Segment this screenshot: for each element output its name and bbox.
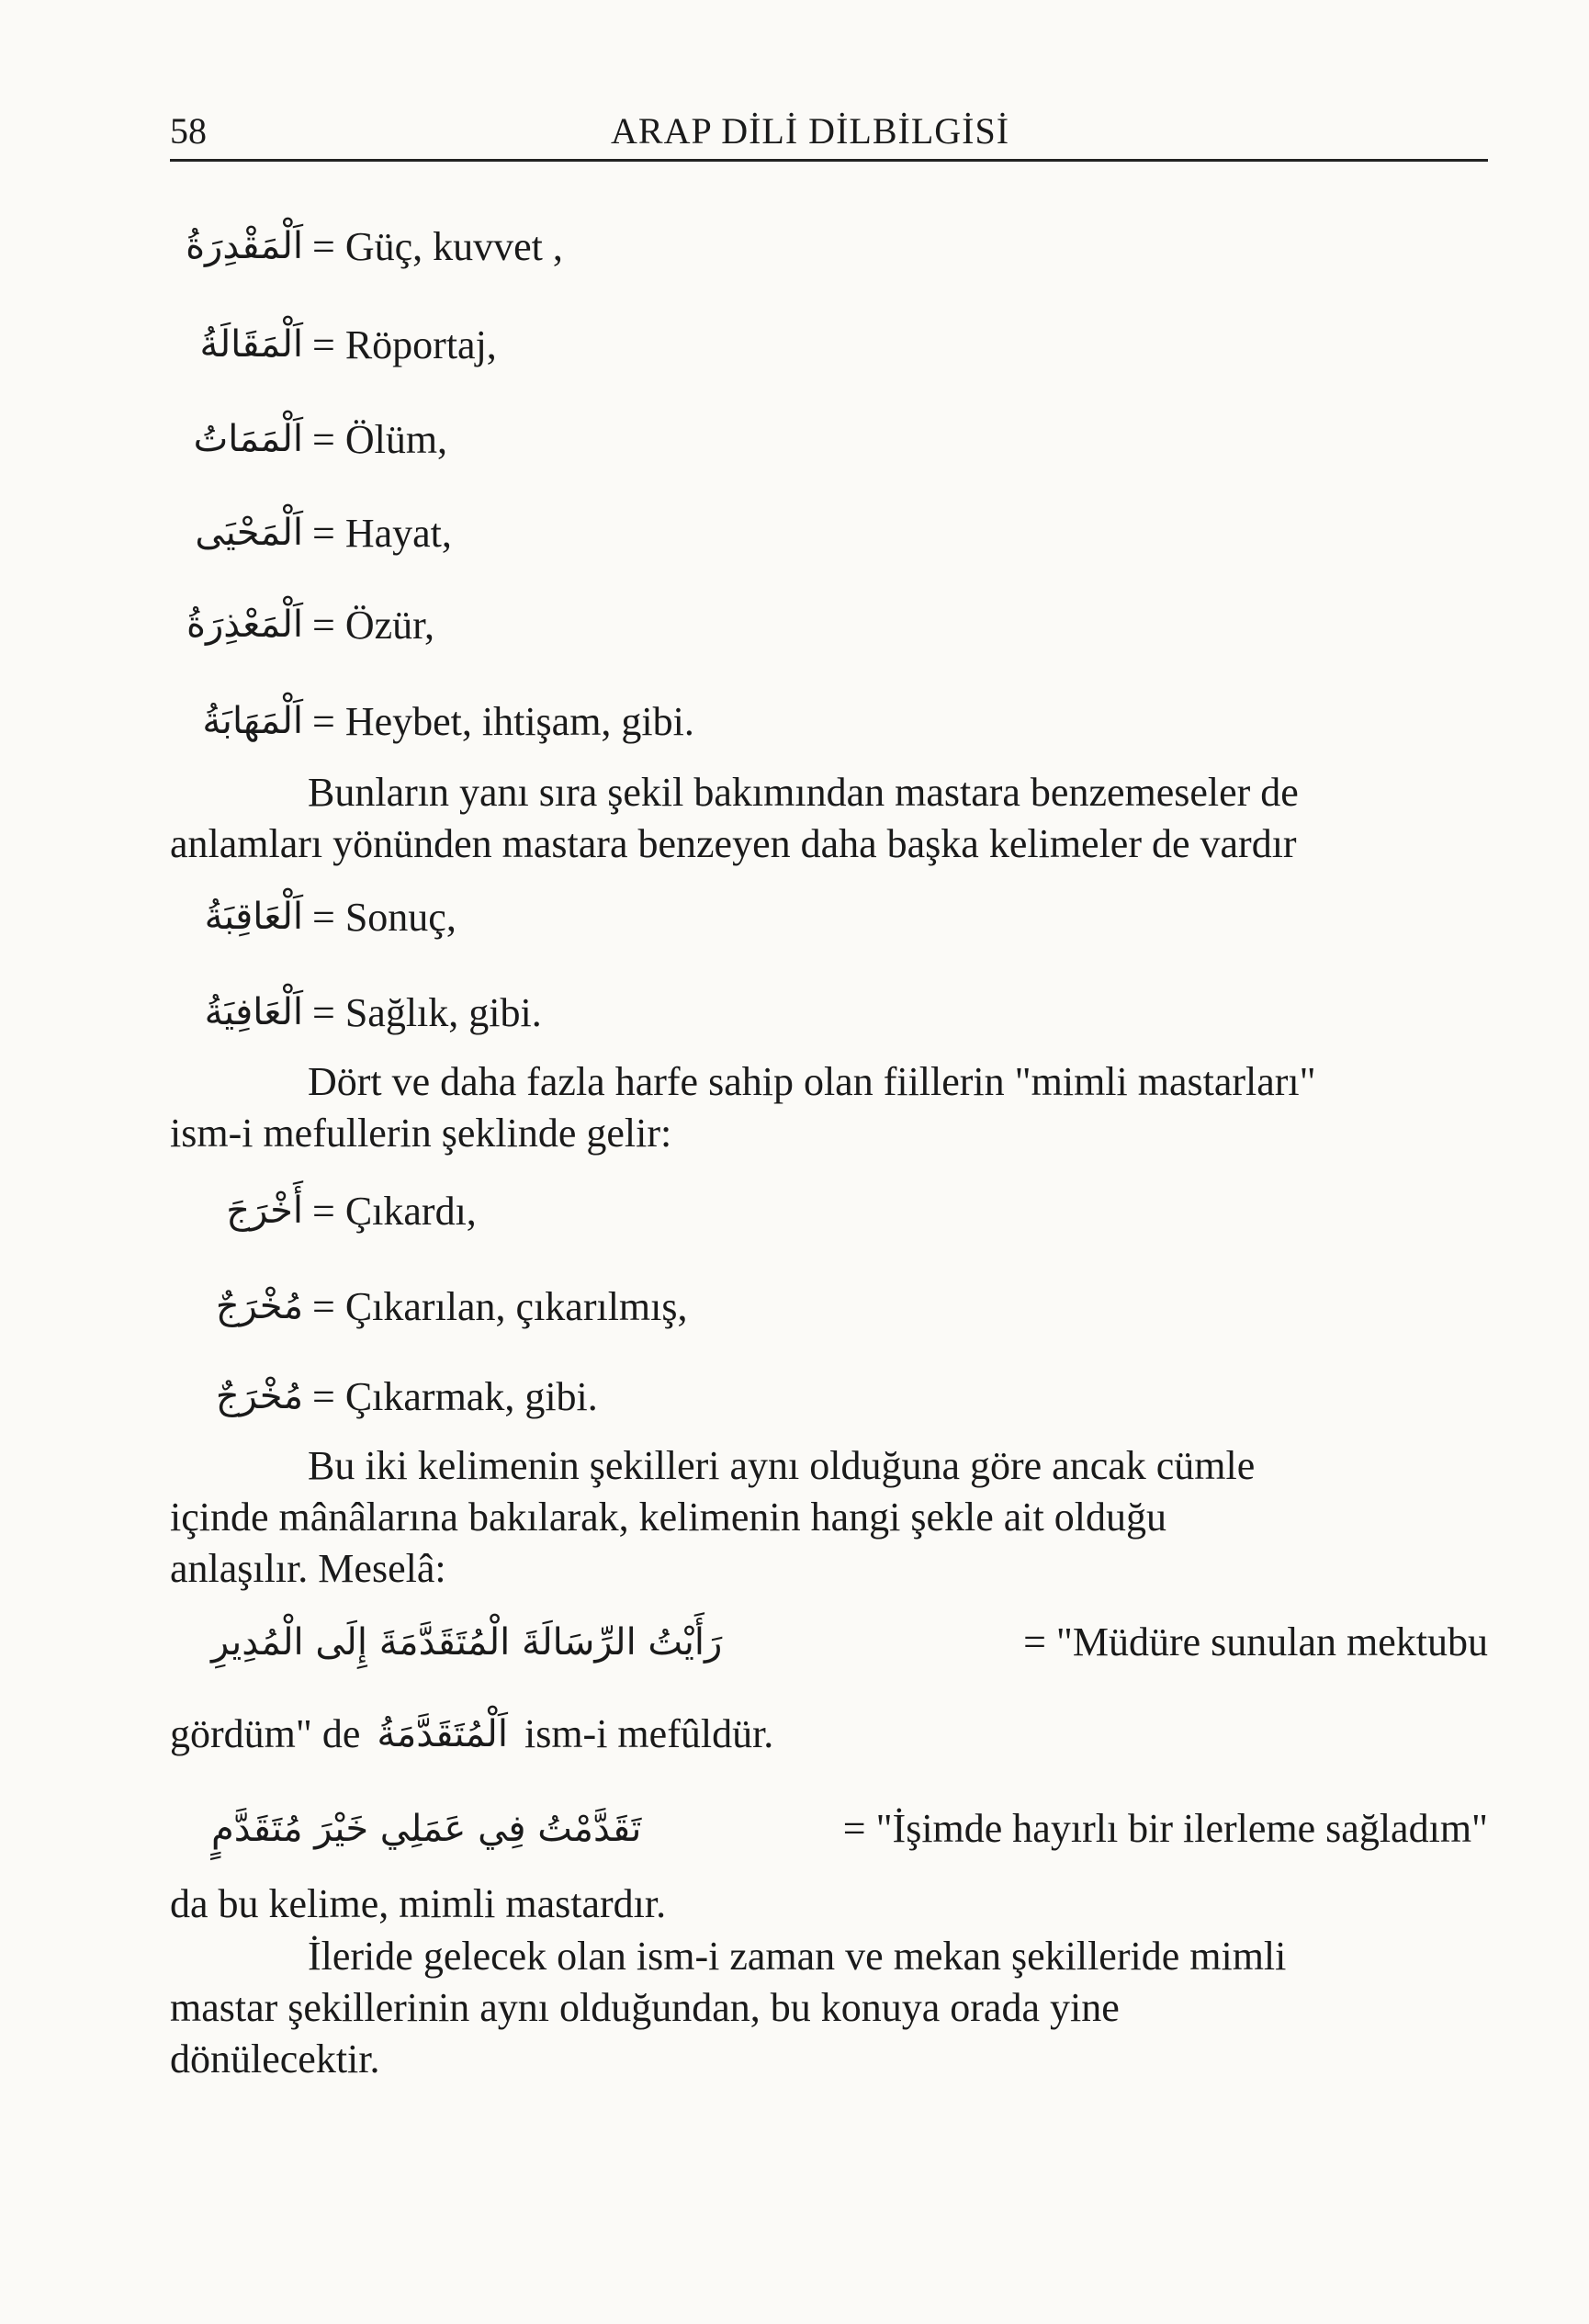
arabic-sentence: تَقَدَّمْتُ فِي عَمَلِي خَيْرَ مُتَقَدَّمٍ: [211, 1807, 642, 1850]
turkish-meaning: = Güç, kuvvet ,: [312, 223, 563, 269]
arabic-word: اَلْمَقَالَةُ: [199, 323, 303, 366]
vocab-entry: [165, 1183, 477, 1238]
paragraph-line: ism-i mefullerin şeklinde gelir:: [170, 1111, 672, 1156]
paragraph-line: Dört ve daha fazla harfe sahip olan fiillerin "mimli mastarları": [308, 1059, 1316, 1104]
turkish-meaning: = Röportaj,: [312, 322, 497, 367]
vocab-entry: [165, 412, 447, 467]
vocab-entry: [165, 219, 563, 274]
example-line: [170, 1710, 773, 1757]
text-fragment: gördüm" de: [170, 1711, 361, 1756]
arabic-word: اَلْمُتَقَدَّمَةُ: [377, 1712, 508, 1755]
vocab-entry: [165, 317, 497, 372]
running-title: ARAP DİLİ DİLBİLGİSİ: [611, 110, 1010, 152]
arabic-word: اَلْمَعْذِرَةُ: [186, 604, 303, 646]
arabic-word: اَلْمَقْدِرَةُ: [186, 225, 303, 267]
paragraph-line: da bu kelime, mimli mastardır.: [170, 1881, 667, 1926]
turkish-meaning: = Özür,: [312, 602, 435, 648]
vocab-entry: [165, 1369, 598, 1424]
text-fragment: ism-i mefûldür.: [524, 1711, 774, 1756]
paragraph: [170, 1440, 1488, 1595]
example-line: [211, 1805, 1488, 1852]
turkish-meaning: = Sağlık, gibi.: [312, 989, 542, 1035]
vocab-entry: [165, 889, 456, 944]
arabic-word: اَلْمَهَابَةُ: [202, 700, 303, 742]
arabic-word: أَخْرَجَ: [226, 1190, 303, 1232]
turkish-meaning: = Çıkarılan, çıkarılmış,: [312, 1283, 688, 1329]
paragraph: [170, 1056, 1488, 1159]
turkish-translation: = "İşimde hayırlı bir ilerleme sağladım": [842, 1806, 1488, 1851]
paragraph-line: Bu iki kelimenin şekilleri aynı olduğuna göre ancak cümle: [308, 1443, 1256, 1488]
vocab-entry: [165, 1279, 688, 1334]
turkish-meaning: = Çıkarmak, gibi.: [312, 1373, 598, 1419]
paragraph-line: İleride gelecek olan ism-i zaman ve mekan şekilleride mimli: [308, 1934, 1287, 1979]
vocab-entry: [165, 694, 694, 749]
arabic-word: اَلْمَحْيَى: [195, 512, 303, 554]
turkish-meaning: = Ölüm,: [312, 416, 448, 462]
paragraph-line: Bunların yanı sıra şekil bakımından mastara benzemeseler de: [308, 770, 1299, 815]
paragraph-line: içinde mânâlarına bakılarak, kelimenin hangi şekle ait olduğu: [170, 1495, 1166, 1540]
paragraph: [170, 1931, 1488, 2085]
arabic-sentence: رَأَيْتُ الرِّسَالَةَ الْمُتَقَدَّمَةَ إِلَى الْمُدِيرِ: [211, 1620, 723, 1664]
arabic-word: اَلْعَافِيَةُ: [204, 991, 303, 1033]
arabic-word: اَلْعَاقِبَةُ: [204, 896, 303, 938]
page-header: [170, 106, 1488, 162]
turkish-meaning: = Çıkardı,: [312, 1188, 477, 1234]
paragraph-line: anlamları yönünden mastara benzeyen daha başka kelimeler de vardır: [170, 821, 1297, 866]
vocab-entry: [165, 505, 452, 560]
page-number: 58: [170, 110, 207, 152]
arabic-word: مُخْرَجٌ: [215, 1285, 303, 1327]
arabic-word: مُخْرَجٌ: [215, 1375, 303, 1417]
paragraph-line: dönülecektir.: [170, 2036, 380, 2081]
arabic-word: اَلْمَمَاتُ: [193, 418, 303, 460]
paragraph-line: mastar şekillerinin aynı olduğundan, bu konuya orada yine: [170, 1985, 1120, 2030]
vocab-entry: [165, 985, 542, 1040]
paragraph: [170, 767, 1488, 870]
turkish-meaning: = Sonuç,: [312, 894, 456, 940]
turkish-translation: = "Müdüre sunulan mektubu: [1023, 1619, 1488, 1664]
vocab-entry: [165, 597, 434, 652]
paragraph-line: anlaşılır. Meselâ:: [170, 1546, 446, 1591]
turkish-meaning: = Hayat,: [312, 510, 452, 556]
example-line: [211, 1619, 1488, 1665]
turkish-meaning: = Heybet, ihtişam, gibi.: [312, 698, 694, 744]
